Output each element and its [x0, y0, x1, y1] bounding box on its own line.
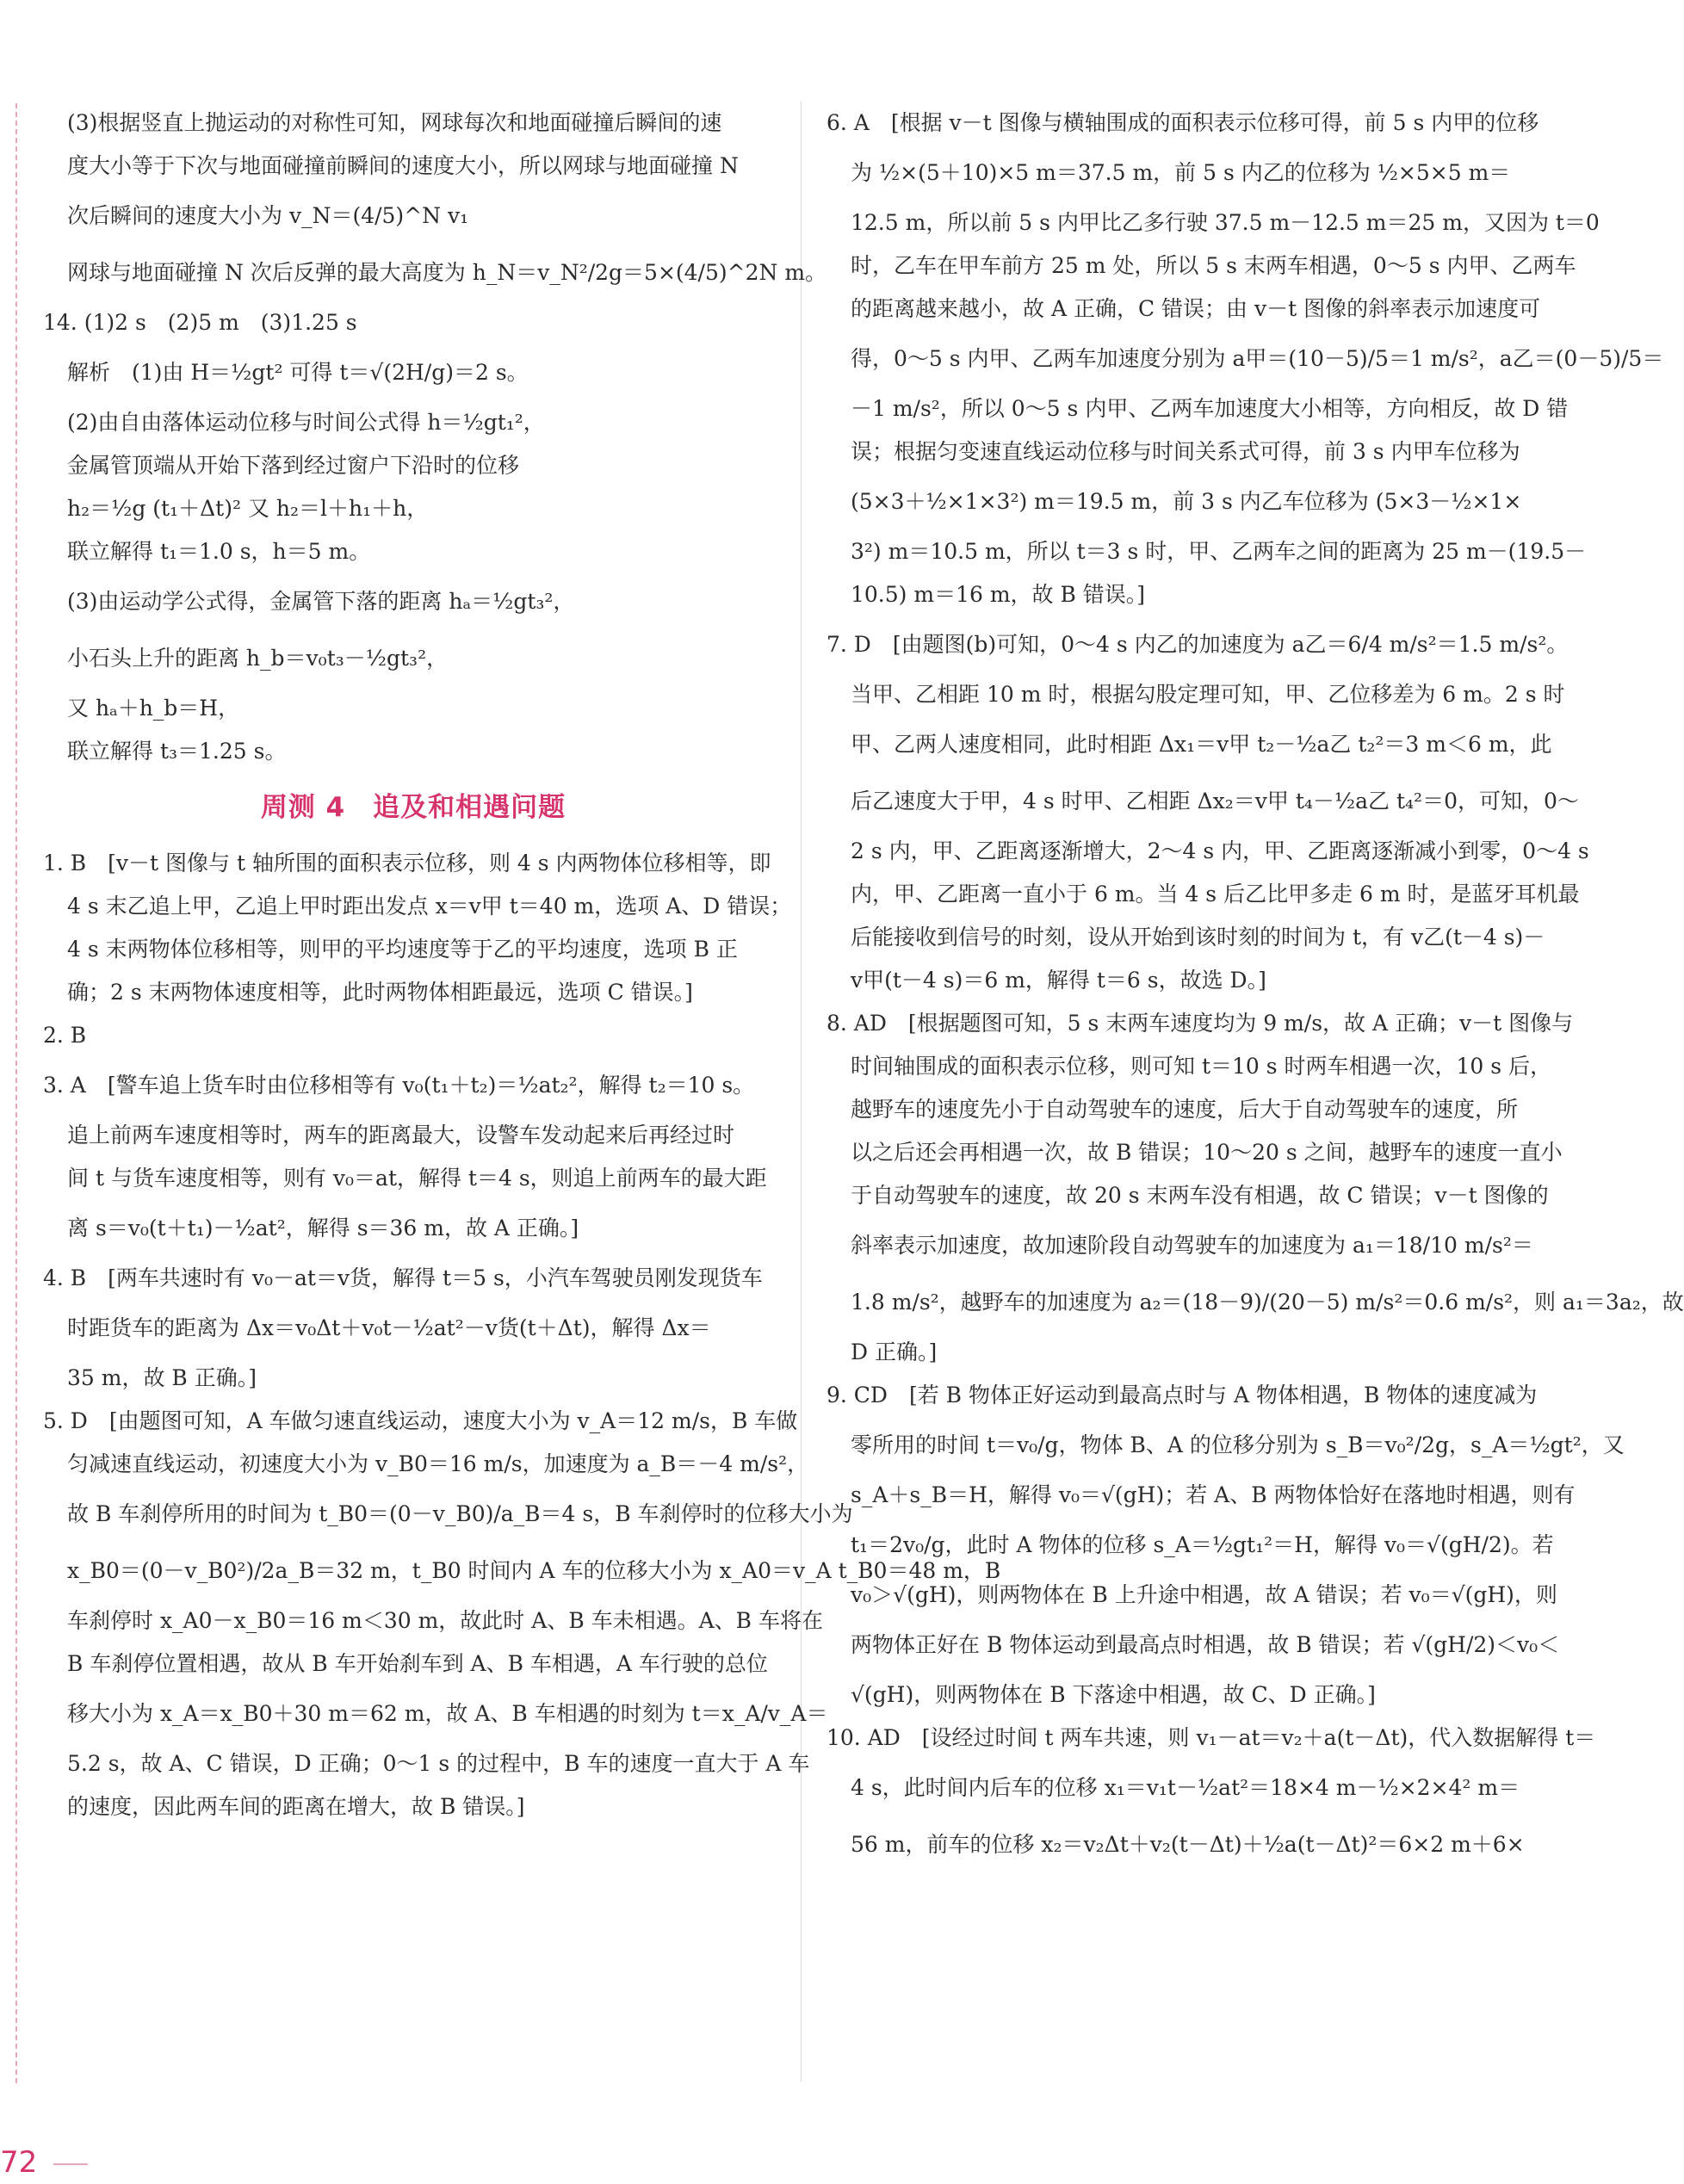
text-line: 1. B [v－t 图像与 t 轴所围的面积表示位移，则 4 s 内两物体位移相等，即 — [43, 851, 771, 875]
text-line: (3)根据竖直上抛运动的对称性可知，网球每次和地面碰撞后瞬间的速 — [67, 110, 722, 135]
text-line: 3²) m＝10.5 m，所以 t＝3 s 时，甲、乙两车之间的距离为 25 m－(19.5－ — [851, 539, 1587, 564]
text-line: 误；根据匀变速直线运动位移与时间关系式可得，前 3 s 内甲车位移为 — [851, 439, 1520, 464]
text-line: v甲(t－4 s)＝6 m，解得 t＝6 s，故选 D。] — [851, 968, 1266, 993]
text-line: 4. B [两车共速时有 v₀－at＝v货，解得 t＝5 s，小汽车驾驶员刚发现货车 — [43, 1265, 763, 1290]
text-line: 3. A [警车追上货车时由位移相等有 v₀(t₁＋t₂)＝½at₂²，解得 t₂＝10 s。 — [43, 1073, 755, 1098]
text-line: (5×3＋½×1×3²) m＝19.5 m，前 3 s 内乙车位移为 (5×3－½×1× — [851, 489, 1522, 514]
text-line: B 车刹停位置相遇，故从 B 车开始刹车到 A、B 车相遇，A 车行驶的总位 — [67, 1651, 768, 1676]
text-line: 时间轴围成的面积表示位移，则可知 t＝10 s 时两车相遇一次，10 s 后， — [851, 1054, 1552, 1079]
text-line: 9. CD [若 B 物体正好运动到最高点时与 A 物体相遇，B 物体的速度减为 — [827, 1383, 1538, 1408]
text-line: 14. (1)2 s (2)5 m (3)1.25 s — [43, 310, 357, 335]
text-line: 车刹停时 x_A0－x_B0＝16 m＜30 m，故此时 A、B 车未相遇。A、B 车将在 — [67, 1608, 824, 1633]
text-line: 的距离越来越小，故 A 正确，C 错误；由 v－t 图像的斜率表示加速度可 — [851, 296, 1541, 321]
text-line: s_A＋s_B＝H，解得 v₀＝√(gH)；若 A、B 两物体恰好在落地时相遇，则有 — [851, 1482, 1576, 1507]
text-line: 移大小为 x_A＝x_B0＋30 m＝62 m，故 A、B 车相遇的时刻为 t＝x_A/v_A＝ — [67, 1701, 828, 1726]
text-line: 2. B — [43, 1023, 87, 1048]
section-title: 周测 4 追及和相遇问题 — [260, 792, 566, 823]
text-line: t₁＝2v₀/g，此时 A 物体的位移 s_A＝½gt₁²＝H，解得 v₀＝√(gH/2)。若 — [851, 1532, 1554, 1557]
text-line: 次后瞬间的速度大小为 v_N＝(4/5)^N v₁ — [67, 203, 469, 228]
text-line: 追上前两车速度相等时，两车的距离最大，设警车发动起来后再经过时 — [67, 1123, 735, 1148]
text-line: 金属管顶端从开始下落到经过窗户下沿时的位移 — [67, 453, 520, 478]
text-line: x_B0＝(0－v_B0²)/2a_B＝32 m，t_B0 时间内 A 车的位移大小为 x_A0＝v_A t_B0＝48 m，B — [67, 1558, 1001, 1583]
text-line: (3)由运动学公式得，金属管下落的距离 hₐ＝½gt₃²， — [67, 589, 575, 614]
text-line: 的速度，因此两车间的距离在增大，故 B 错误。] — [67, 1794, 525, 1819]
page-number-rule — [53, 2163, 88, 2165]
text-line: 10. AD [设经过时间 t 两车共速，则 v₁－at＝v₂＋a(t－Δt)，代入数据解得 t＝ — [827, 1725, 1596, 1750]
text-line: 小石头上升的距离 h_b＝v₀t₃－½gt₃²， — [67, 646, 449, 671]
text-line: v₀＞√(gH)，则两物体在 B 上升途中相遇，故 A 错误；若 v₀＝√(gH)，则 — [851, 1582, 1557, 1607]
text-line: 10.5) m＝16 m，故 B 错误。] — [851, 582, 1146, 607]
text-line: 后能接收到信号的时刻，设从开始到该时刻的时间为 t，有 v乙(t－4 s)－ — [851, 925, 1545, 950]
text-line: 斜率表示加速度，故加速阶段自动驾驶车的加速度为 a₁＝18/10 m/s²＝ — [851, 1233, 1533, 1258]
text-line: 后乙速度大于甲，4 s 时甲、乙相距 Δx₂＝v甲 t₄－½a乙 t₄²＝0，可知，0～ — [851, 789, 1579, 814]
text-line: 又 hₐ＋h_b＝H， — [67, 696, 240, 721]
text-line: 5.2 s，故 A、C 错误，D 正确；0～1 s 的过程中，B 车的速度一直大于 A 车 — [67, 1751, 810, 1776]
text-line: 7. D [由题图(b)可知，0～4 s 内乙的加速度为 a乙＝6/4 m/s²＝1.5 m/s²。 — [827, 632, 1569, 657]
text-line: 35 m，故 B 正确。] — [67, 1365, 257, 1390]
text-line: 内，甲、乙距离一直小于 6 m。当 4 s 后乙比甲多走 6 m 时，是蓝牙耳机最 — [851, 882, 1580, 906]
text-line: 以之后还会再相遇一次，故 B 错误；10～20 s 之间，越野车的速度一直小 — [851, 1140, 1563, 1165]
text-line: 两物体正好在 B 物体运动到最高点时相遇，故 B 错误；若 √(gH/2)＜v₀＜ — [851, 1632, 1560, 1657]
right-column — [827, 102, 1684, 1873]
text-line: 确；2 s 末两物体速度相等，此时两物体相距最远，选项 C 错误。] — [67, 980, 693, 1005]
text-line: 于自动驾驶车的速度，故 20 s 末两车没有相遇，故 C 错误；v－t 图像的 — [851, 1183, 1549, 1208]
text-line: 4 s，此时间内后车的位移 x₁＝v₁t－½at²＝18×4 m－½×2×4² m＝ — [851, 1775, 1520, 1800]
text-line: 5. D [由题图可知，A 车做匀速直线运动，速度大小为 v_A＝12 m/s，B 车做 — [43, 1408, 798, 1433]
text-line: 得，0～5 s 内甲、乙两车加速度分别为 a甲＝(10－5)/5＝1 m/s²，a乙＝(0－5)/5＝ — [851, 346, 1664, 371]
text-line: D 正确。] — [851, 1339, 938, 1364]
text-line: 4 s 末乙追上甲，乙追上甲时距出发点 x＝v甲 t＝40 m，选项 A、D 错误； — [67, 894, 792, 919]
text-line: －1 m/s²，所以 0～5 s 内甲、乙两车加速度大小相等，方向相反，故 D 错 — [851, 396, 1569, 421]
text-line: 离 s＝v₀(t＋t₁)－½at²，解得 s＝36 m，故 A 正确。] — [67, 1216, 579, 1240]
text-line: 4 s 末两物体位移相等，则甲的平均速度等于乙的平均速度，选项 B 正 — [67, 937, 738, 962]
text-line: 间 t 与货车速度相等，则有 v₀＝at，解得 t＝4 s，则追上前两车的最大距 — [67, 1166, 767, 1191]
text-line: 8. AD [根据题图可知，5 s 末两车速度均为 9 m/s，故 A 正确；v－t 图像与 — [827, 1011, 1574, 1036]
text-line: h₂＝½g (t₁＋Δt)² 又 h₂＝l＋h₁＋h， — [67, 496, 429, 521]
margin-rule — [15, 103, 17, 2083]
text-line: √(gH)，则两物体在 B 下落途中相遇，故 C、D 正确。] — [851, 1682, 1376, 1707]
text-line: 1.8 m/s²，越野车的加速度为 a₂＝(18－9)/(20－5) m/s²＝0.6 m/s²，则 a₁＝3a₂，故 — [851, 1290, 1684, 1315]
text-line: 网球与地面碰撞 N 次后反弹的最大高度为 h_N＝v_N²/2g＝5×(4/5)^2N m。 — [67, 260, 827, 285]
text-line: 解析 (1)由 H＝½gt² 可得 t＝√(2H/g)＝2 s。 — [67, 360, 529, 385]
text-line: 越野车的速度先小于自动驾驶车的速度，后大于自动驾驶车的速度，所 — [851, 1097, 1519, 1122]
text-line: (2)由自由落体运动位移与时间公式得 h＝½gt₁²， — [67, 410, 545, 435]
text-line: 6. A [根据 v－t 图像与横轴围成的面积表示位移可得，前 5 s 内甲的位移 — [827, 110, 1539, 135]
page-number: 72 — [0, 2145, 38, 2180]
text-line: 时距货车的距离为 Δx＝v₀Δt＋v₀t－½at²－v货(t＋Δt)，解得 Δx＝ — [67, 1315, 711, 1340]
text-line: 甲、乙两人速度相同，此时相距 Δx₁＝v甲 t₂－½a乙 t₂²＝3 m＜6 m，此 — [851, 732, 1552, 757]
text-line: 联立解得 t₁＝1.0 s，h＝5 m。 — [67, 539, 371, 564]
text-line: 零所用的时间 t＝v₀/g，物体 B、A 的位移分别为 s_B＝v₀²/2g，s_A＝½gt²，又 — [851, 1432, 1625, 1457]
text-line: 当甲、乙相距 10 m 时，根据勾股定理可知，甲、乙位移差为 6 m。2 s 时 — [851, 682, 1565, 707]
text-line: 故 B 车刹停所用的时间为 t_B0＝(0－v_B0)/a_B＝4 s，B 车刹停时的位移大小为 — [67, 1501, 853, 1526]
text-line: 56 m，前车的位移 x₂＝v₂Δt＋v₂(t－Δt)＋½a(t－Δt)²＝6×2 m＋6× — [851, 1832, 1525, 1857]
text-line: 2 s 内，甲、乙距离逐渐增大，2～4 s 内，甲、乙距离逐渐减小到零，0～4 s — [851, 838, 1589, 863]
text-line: 时，乙车在甲车前方 25 m 处，所以 5 s 末两车相遇，0～5 s 内甲、乙两车 — [851, 253, 1576, 278]
text-line: 12.5 m，所以前 5 s 内甲比乙多行驶 37.5 m－12.5 m＝25 m，又因为 t＝0 — [851, 210, 1600, 235]
text-line: 匀减速直线运动，初速度大小为 v_B0＝16 m/s，加速度为 a_B＝－4 m/s²， — [67, 1451, 809, 1476]
text-line: 度大小等于下次与地面碰撞前瞬间的速度大小，所以网球与地面碰撞 N — [67, 153, 739, 178]
text-line: 为 ½×(5＋10)×5 m＝37.5 m，前 5 s 内乙的位移为 ½×5×5 m＝ — [851, 160, 1511, 185]
text-line: 联立解得 t₃＝1.25 s。 — [67, 739, 287, 764]
